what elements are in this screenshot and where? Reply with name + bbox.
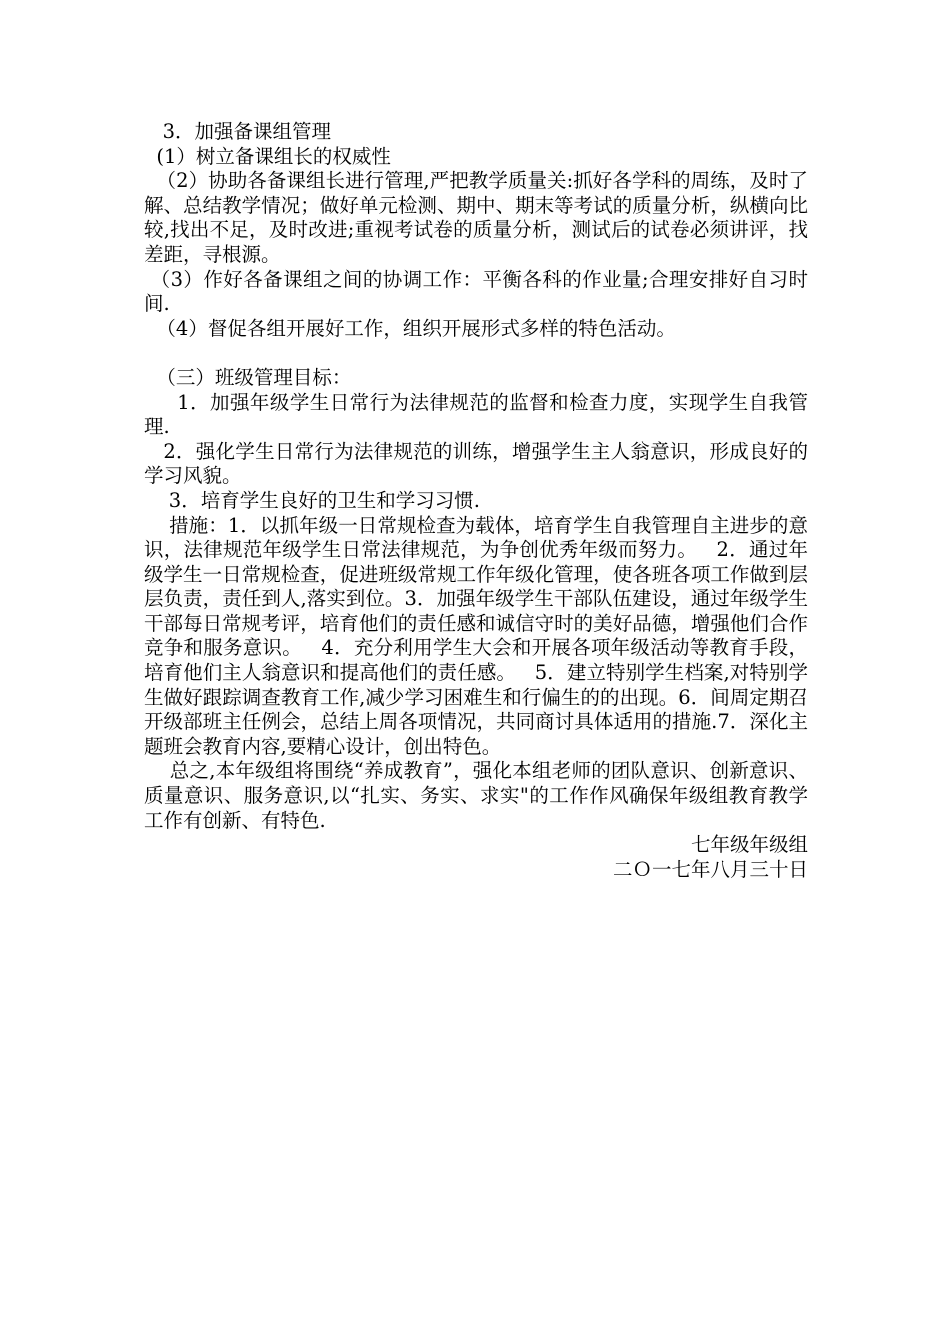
goal-item: 3．培育学生良好的卫生和学习习惯. — [144, 488, 480, 512]
list-item: （4）督促各组开展好工作，组织开展形式多样的特色活动。 — [144, 316, 676, 340]
list-item: （3）作好各备课组之间的协调工作：平衡各科的作业量;合理安排好自习时间. — [144, 267, 808, 316]
summary-paragraph: 总之,本年级组将围绕“养成教育”，强化本组老师的团队意识、创新意识、质量意识、服务意识,以“扎实、务实、求实"的工作作风确保年级组教育教学工作有创新、有特色. — [144, 759, 809, 832]
signature-org: 七年级年级组 — [690, 833, 808, 857]
signature-date: 二Ｏ一七年八月三十日 — [612, 857, 808, 881]
list-item: (1）树立备课组长的权威性 — [144, 144, 391, 168]
measures-paragraph: 措施：1．以抓年级一日常规检查为载体，培育学生自我管理自主进步的意识，法律规范年级学生日常法律规范，为争创优秀年级而努力。 2．通过年级学生一日常规检查，促进班级常规工作年级化管理，使各班各项工作做到层层负责，责任到人,落实到位。3．加强年级学生干部队伍建设，通过年级学生干部每日常规考评，培育他们的责任感和诚信守时的美好品德，增强他们合作竞争和服务意识。 4．充分利用学生大会和开展各项年级活动等教育手段，培育他们主人翁意识和提高他们的责任感。 5．建立特别学生档案,对特别学生做好跟踪调查教育工作,减少学习困难生和行偏生的的出现。6．间周定期召开级部班主任例会，总结上周各项情况，共同商讨具体适用的措施.7．深化主题班会教育内容,要精心设计，创出特色。 — [144, 513, 808, 758]
blank-line — [144, 341, 808, 366]
goal-item: 2．强化学生日常行为法律规范的训练，增强学生主人翁意识，形成良好的学习风貌。 — [144, 439, 808, 488]
section-heading-lesson-prep: 3．加强备课组管理 — [144, 120, 332, 143]
document-body — [144, 120, 808, 882]
section-heading-class-management: （三）班级管理目标： — [144, 365, 352, 389]
list-item: （2）协助各备课组长进行管理,严把教学质量关:抓好各学科的周练，及时了解、总结教学情况；做好单元检测、期中、期末等考试的质量分析，纵横向比较,找出不足，及时改进;重视考试卷的质量分析，测试后的试卷必须讲评，找差距，寻根源。 — [144, 169, 808, 266]
goal-item: 1．加强年级学生日常行为法律规范的监督和检查力度，实现学生自我管理. — [144, 390, 808, 439]
